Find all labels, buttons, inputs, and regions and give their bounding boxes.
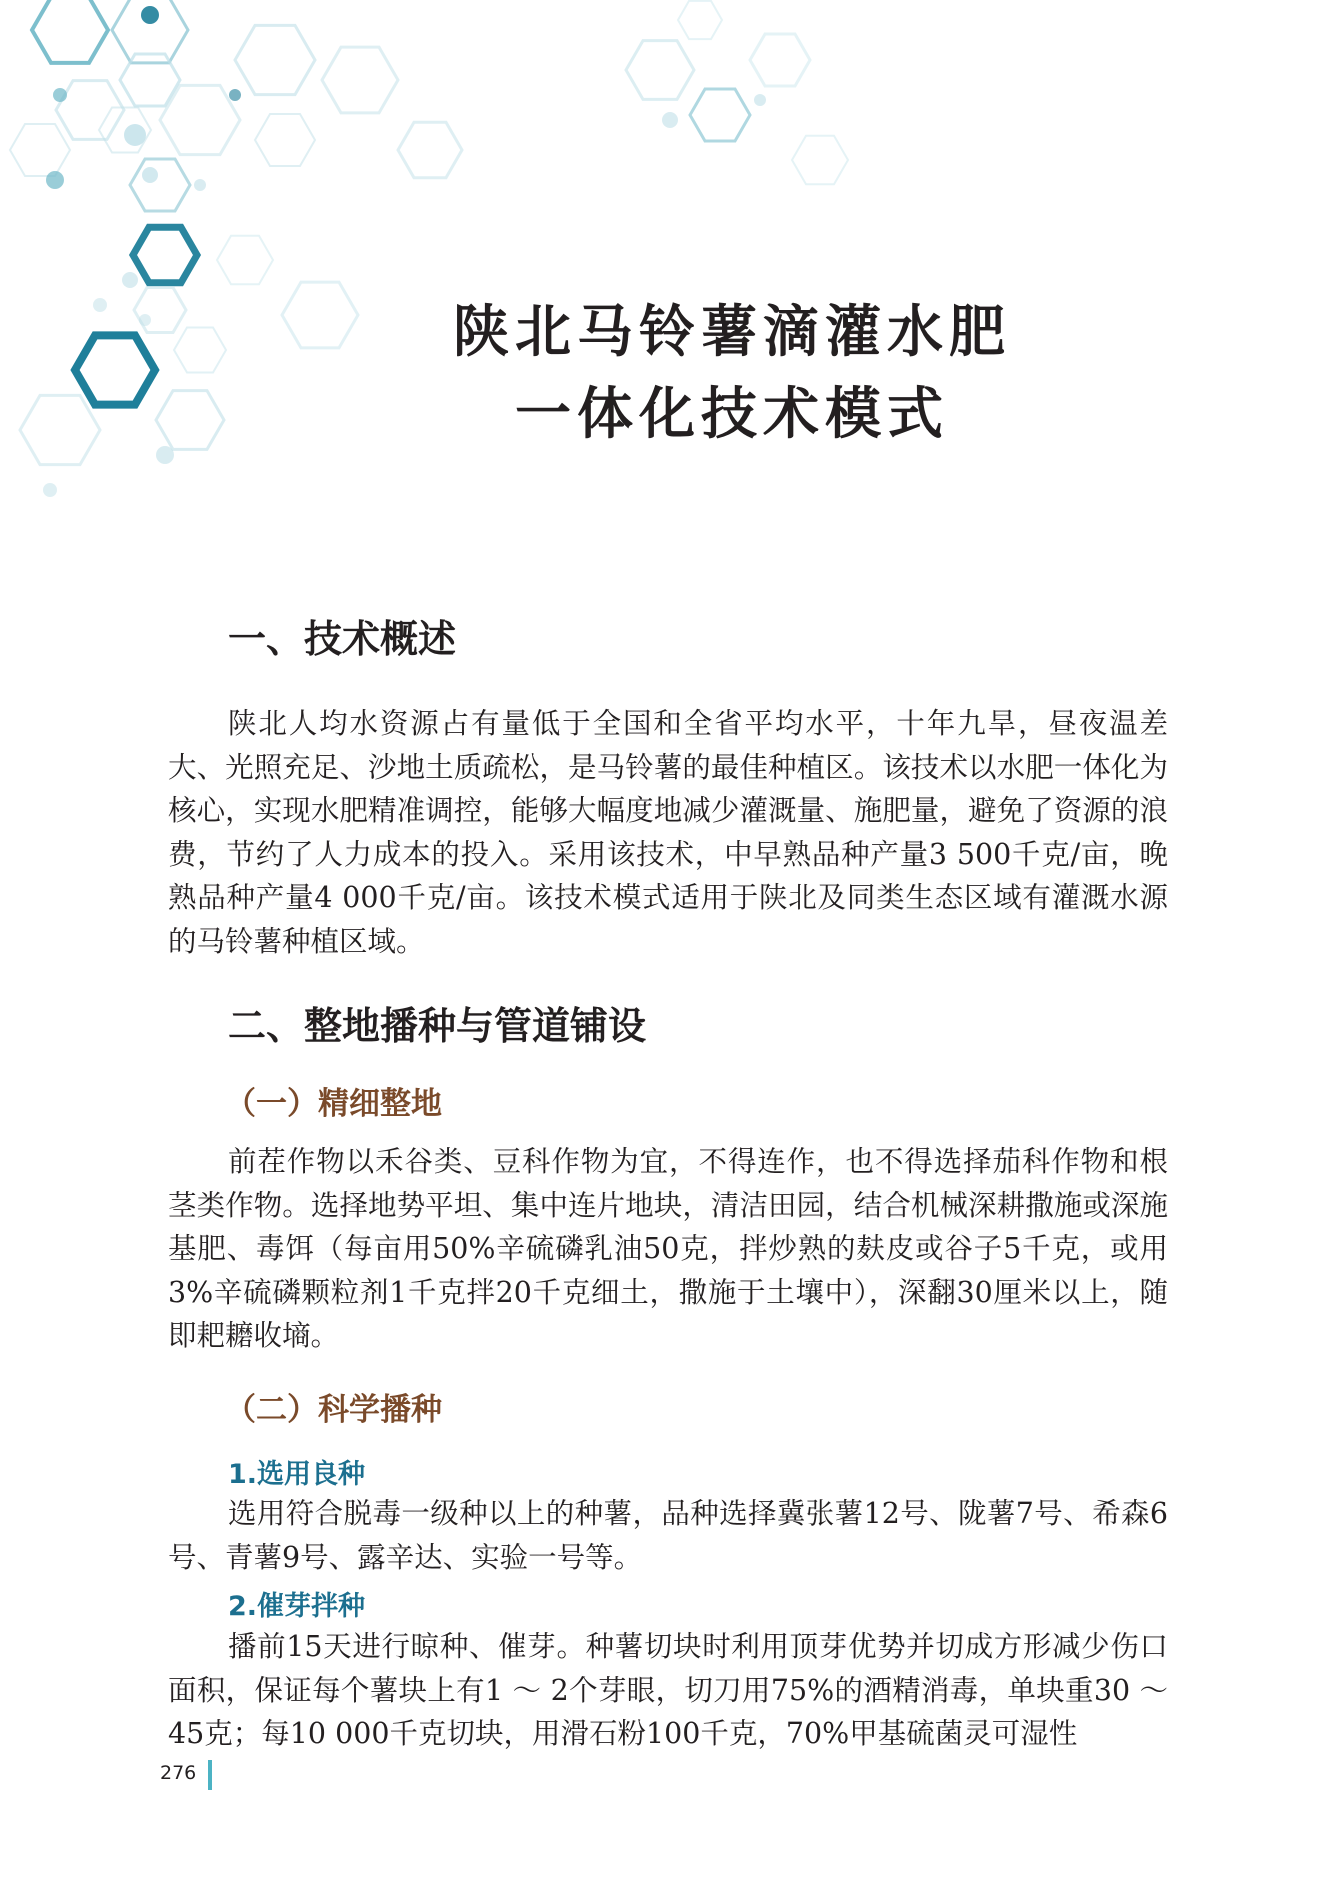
node-dot [754, 94, 766, 106]
hexagon-shape [32, 0, 108, 63]
hexagon-shape [217, 236, 273, 284]
node-dot [46, 171, 64, 189]
node-dot [43, 483, 57, 497]
subsection-paragraph-land-prep: 前茬作物以禾谷类、豆科作物为宜，不得连作，也不得选择茄科作物和根茎类作物。选择地势平坦、集中连片地块，清洁田园，结合机械深耕撒施或深施基肥、毒饵（每亩用50%辛硫磷乳油50克，拌炒熟的麸皮或谷子5千克，或用3%辛硫磷颗粒剂1千克拌20千克细土，撒施于土壤中），深翻30厘米以上，随即耙耱收墒。 [168, 1145, 1168, 1352]
hexagon-shape [626, 41, 694, 100]
hexagon-shape [235, 25, 315, 94]
section-heading-overview: 一、技术概述 [228, 617, 457, 661]
subsection-heading-sowing: （二）科学播种 [225, 1392, 442, 1428]
section-paragraph-overview: 陕北人均水资源占有量低于全国和全省平均水平，十年九旱，昼夜温差大、光照充足、沙地土质疏松，是马铃薯的最佳种植区。该技术以水肥一体化为核心，实现水肥精准调控，能够大幅度地减少灌溉量、施肥量，避免了资源的浪费，节约了人力成本的投入。采用该技术，中早熟品种产量3 500千克/亩，晚熟品种产量4 000千克/亩。该技术模式适用于陕北及同类生态区域有灌溉水源的马铃薯种植区域。 [168, 707, 1168, 958]
node-dot [122, 272, 138, 288]
node-dot [229, 89, 241, 101]
hexagon-shape [792, 136, 848, 184]
node-dot [53, 88, 67, 102]
hexagon-shape [133, 227, 197, 282]
section-heading-soil-prep: 二、整地播种与管道铺设 [228, 1004, 647, 1048]
item-heading-seed-selection: 1.选用良种 [228, 1459, 366, 1490]
hexagon-shape [690, 89, 750, 141]
node-dot [124, 124, 146, 146]
hexagon-shape [398, 122, 462, 177]
node-dot [141, 6, 159, 24]
hexagon-shape [56, 81, 124, 140]
hexagon-shape [10, 124, 70, 176]
item-paragraph-seed-selection: 选用符合脱毒一级种以上的种薯，品种选择冀张薯12号、陇薯7号、希森6号、青薯9号、露辛达、实验一号等。 [168, 1497, 1168, 1574]
hexagon-shape [322, 47, 398, 113]
item-heading-sprouting: 2.催芽拌种 [228, 1591, 366, 1622]
page-number-bar [208, 1760, 212, 1790]
subsection-heading-land-prep: （一）精细整地 [225, 1086, 442, 1122]
page-title-line-2: 一体化技术模式 [515, 381, 949, 447]
page-number: 276 [160, 1762, 197, 1784]
node-dot [142, 167, 158, 183]
hexagon-shape [678, 1, 722, 39]
node-dot [194, 179, 206, 191]
node-dot [662, 112, 678, 128]
hexagon-shape [130, 159, 190, 211]
item-paragraph-sprouting: 播前15天进行晾种、催芽。种薯切块时利用顶芽优势并切成方形减少伤口面积，保证每个薯块上有1 ～ 2个芽眼，切刀用75%的酒精消毒，单块重30 ～ 45克；每10 000千克切块，用滑石粉100千克，70%甲基硫菌灵可湿性 [168, 1630, 1168, 1750]
hexagon-shape [750, 34, 810, 86]
page-title-line-1: 陕北马铃薯滴灌水肥 [453, 299, 1011, 365]
hexagon-shape [255, 114, 315, 166]
